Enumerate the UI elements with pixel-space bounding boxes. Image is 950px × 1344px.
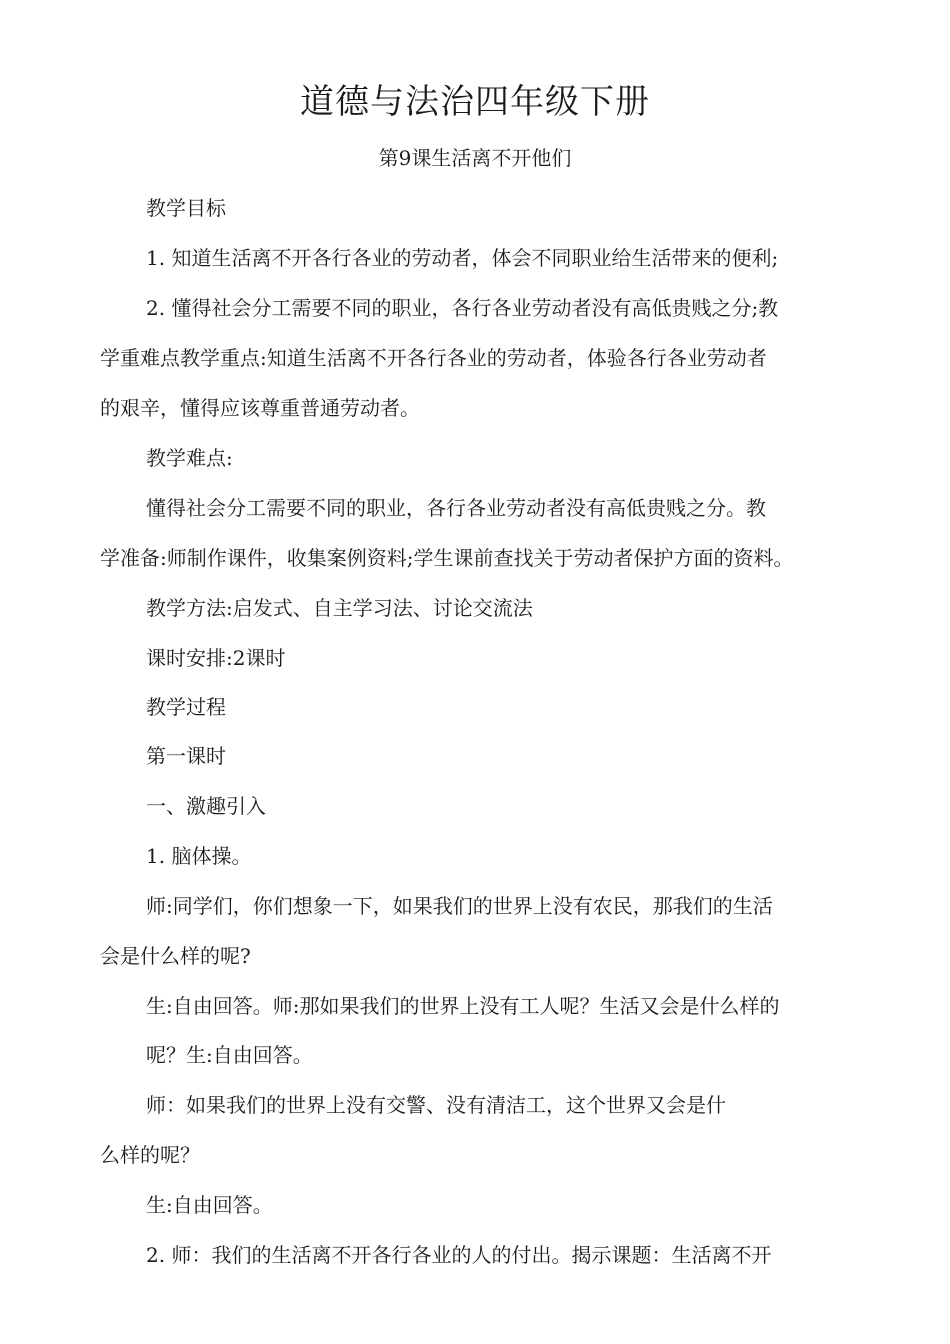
text-line: 教学难点: — [146, 446, 233, 470]
text-line: 课时安排:2课时 — [146, 646, 286, 670]
text-line: 师:同学们，你们想象一下，如果我们的世界上没有农民，那我们的生活 — [146, 894, 773, 918]
text-line: 学准备:师制作课件，收集案例资料;学生课前查找关于劳动者保护方面的资料。 — [100, 546, 794, 570]
text-line: 第一课时 — [146, 744, 226, 768]
text-line: 教学过程 — [146, 695, 226, 719]
text-line: 的艰辛，懂得应该尊重普通劳动者。 — [100, 396, 420, 420]
text-line: 懂得社会分工需要不同的职业，各行各业劳动者没有高低贵贱之分。教 — [146, 496, 766, 520]
text-line: 师：如果我们的世界上没有交警、没有清洁工，这个世界又会是什 — [146, 1093, 726, 1117]
text-line: 2. 懂得社会分工需要不同的职业，各行各业劳动者没有高低贵贱之分;教 — [146, 296, 779, 320]
text-line: 生:自由回答。 — [146, 1193, 273, 1217]
text-line: 生:自由回答。师:那如果我们的世界上没有工人呢？生活又会是什么样的 — [146, 994, 780, 1018]
text-line: 会是什么样的呢? — [100, 944, 251, 968]
text-line: 1. 脑体操。 — [146, 844, 252, 868]
text-line: 学重难点教学重点:知道生活离不开各行各业的劳动者，体验各行各业劳动者 — [100, 346, 767, 370]
text-line: 教学目标 — [146, 196, 226, 220]
text-line: 一、激趣引入 — [146, 794, 266, 818]
text-line: 教学方法:启发式、自主学习法、讨论交流法 — [146, 596, 533, 620]
text-line: 2. 师：我们的生活离不开各行各业的人的付出。揭示课题：生活离不开 — [146, 1243, 772, 1267]
document-title: 道德与法治四年级下册 — [300, 82, 650, 122]
lesson-subtitle: 第9课生活离不开他们 — [378, 146, 572, 170]
text-line: 1. 知道生活离不开各行各业的劳动者，体会不同职业给生活带来的便利; — [146, 246, 779, 270]
text-line: 么样的呢？ — [100, 1143, 200, 1167]
text-line: 呢？生:自由回答。 — [146, 1043, 313, 1067]
